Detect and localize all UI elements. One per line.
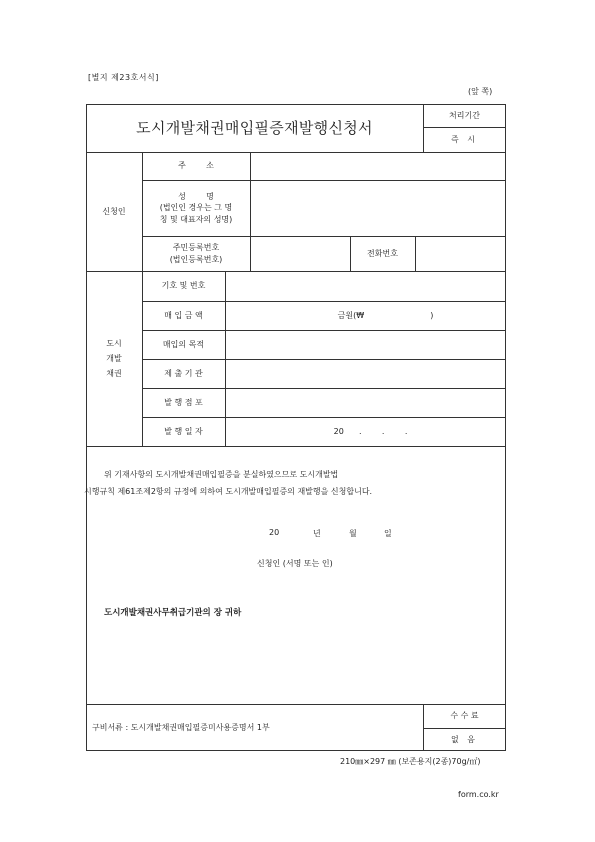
fee-value: 없 음 <box>451 734 478 744</box>
registration-number-label: 주민등록번호 (법인등록번호) <box>169 243 223 264</box>
bond-number-field[interactable] <box>225 271 506 301</box>
addressee: 도시개발채권사무취급기관의 장 귀하 <box>104 608 242 618</box>
address-field[interactable] <box>250 152 506 180</box>
issuing-branch-label: 발 행 점 포 <box>164 397 203 407</box>
bond-number-label: 기호 및 번호 <box>161 281 206 291</box>
application-statement <box>84 466 499 500</box>
phone-label: 전화번호 <box>367 248 398 258</box>
issue-date-field[interactable]: 20 . . . <box>333 426 408 436</box>
date-year-unit: 년 <box>313 529 321 538</box>
processing-period-label: 처리기간 <box>449 110 480 120</box>
issuing-branch-field[interactable] <box>225 388 506 417</box>
applicant-section-label: 신청인 <box>102 206 126 216</box>
form-title: 도시개발채권매입필증재발행신청서 <box>136 118 373 137</box>
date-month-unit: 월 <box>349 529 357 538</box>
form-number-label: [별지 제23호서식] <box>88 73 159 82</box>
purchase-purpose-field[interactable] <box>225 330 506 359</box>
issue-date-label: 발 행 일 자 <box>164 426 203 436</box>
date-year[interactable]: 20 <box>269 528 280 537</box>
statement-line-1: 위 기재사항의 도시개발채권매입필증을 분실하였으므로 도시개발법 <box>104 470 339 479</box>
address-label: 주 소 <box>178 161 214 171</box>
fee-label: 수 수 료 <box>450 711 479 721</box>
name-label: 성 명 (법인인 경우는 그 명 칭 및 대표자의 성명) <box>159 192 233 224</box>
purchase-amount-label: 매 입 금 액 <box>164 310 203 320</box>
processing-period-value: 즉 시 <box>451 134 478 144</box>
required-documents: 구비서류 : 도시개발채권매입필증미사용증명서 1부 <box>92 722 270 732</box>
page-side-label: (앞 쪽) <box>468 87 493 96</box>
purchase-amount-field[interactable]: 금원(₩ ) <box>337 310 434 320</box>
source-watermark: form.co.kr <box>458 790 499 799</box>
bond-section-label: 도시 개발 채권 <box>106 338 122 379</box>
phone-field[interactable] <box>415 236 506 271</box>
paper-size-note: 210㎜×297 ㎜ (보존용지(2종)70g/㎡) <box>340 757 481 766</box>
date-day-unit: 일 <box>384 529 392 538</box>
name-field[interactable] <box>250 180 506 236</box>
purchase-purpose-label: 매입의 목적 <box>162 339 205 349</box>
submission-agency-field[interactable] <box>225 359 506 388</box>
registration-number-field[interactable] <box>250 236 350 271</box>
submission-agency-label: 제 출 기 관 <box>164 368 203 378</box>
statement-line-2: 시행규칙 제61조제2항의 규정에 의하여 도시개발매입필증의 재발행을 신청합니다. <box>84 487 373 496</box>
signature-line[interactable]: 신청인 (서명 또는 인) <box>257 559 333 568</box>
